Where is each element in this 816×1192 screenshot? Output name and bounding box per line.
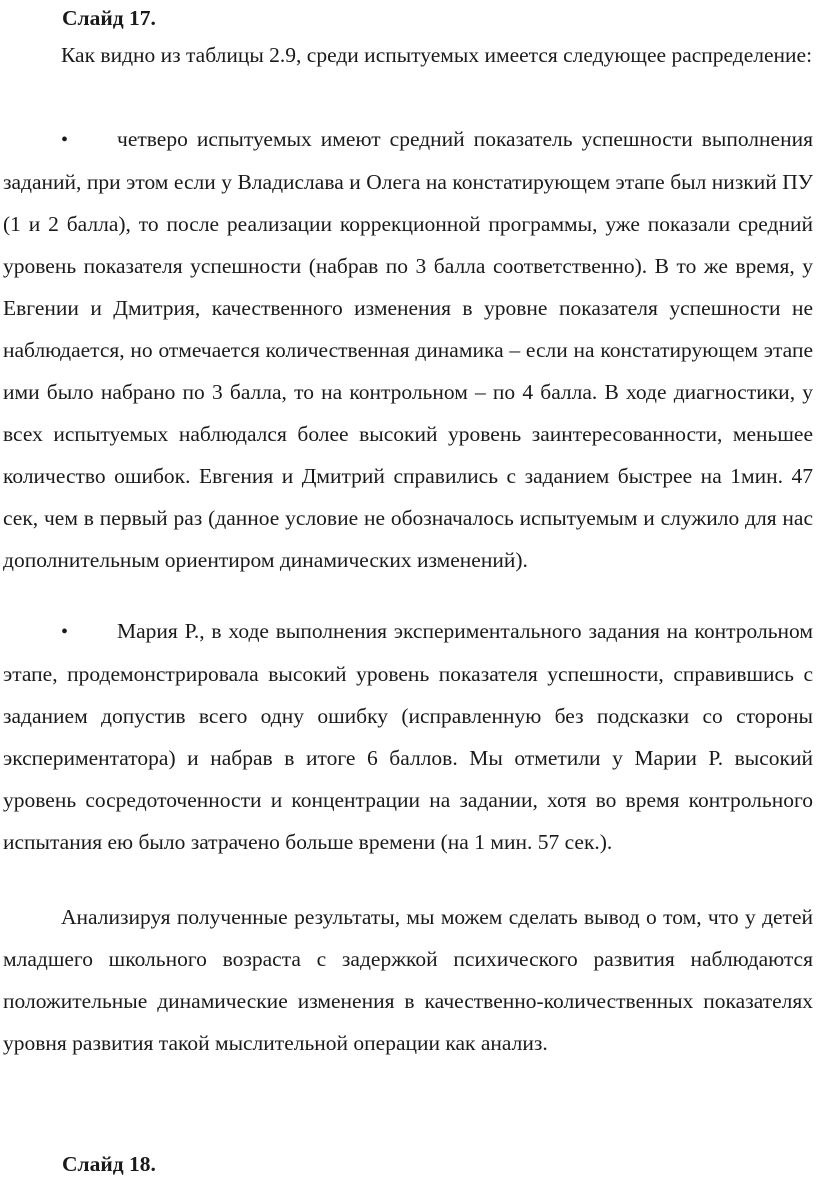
bullet-item-2-text: Мария Р., в ходе выполнения экспериментального задания на контрольном этапе, продемонстрировала высокий уровень показателя успешности, справившись с заданием допустив всего одну ошибку (исправленную без подсказки со стороны экспериментатора) и набрав в итоге 6 баллов. Мы отметили у Марии Р. высокий уровень сосредоточенности и концентрации на задании, хотя во время контрольного испытания ею было затрачено больше времени (на 1 мин. 57 сек.). [3, 619, 813, 854]
bullet-icon: • [61, 621, 69, 643]
bullet-icon: • [61, 129, 69, 151]
conclusion-paragraph: Анализируя полученные результаты, мы можем сделать вывод о том, что у детей младшего школьного возраста с задержкой психического развития наблюдаются положительные динамические изменения в качественно-количественных показателях уровня развития такой мыслительной операции как анализ. [3, 905, 813, 1055]
bullet-item-2 [3, 610, 813, 863]
bullet-item-1-text: четверо испытуемых имеют средний показатель успешности выполнения заданий, при этом если у Владислава и Олега на констатирующем этапе был низкий ПУ (1 и 2 балла), то после реализации коррекционной программы, уже показали средний уровень показателя успешности (набрав по 3 балла соответственно). В то же время, у Евгении и Дмитрия, качественного изменения в уровне показателя успешности не наблюдается, но отмечается количественная динамика – если на констатирующем этапе ими было набрано по 3 балла, то на контрольном – по 4 балла. В ходе диагностики, у всех испытуемых наблюдался более высокий уровень заинтересованности, меньшее количество ошибок. Евгения и Дмитрий справились с заданием быстрее на 1мин. 47 сек, чем в первый раз (данное условие не обозначалось испытуемым и служило для нас дополнительным ориентиром динамических изменений). [3, 127, 813, 572]
slide-17-heading: Слайд 17. [62, 6, 156, 30]
intro-paragraph: Как видно из таблицы 2.9, среди испытуемых имеется следующее распределение: [61, 43, 813, 67]
slide-18-heading: Слайд 18. [62, 1152, 156, 1176]
bullet-item-1 [3, 118, 813, 581]
